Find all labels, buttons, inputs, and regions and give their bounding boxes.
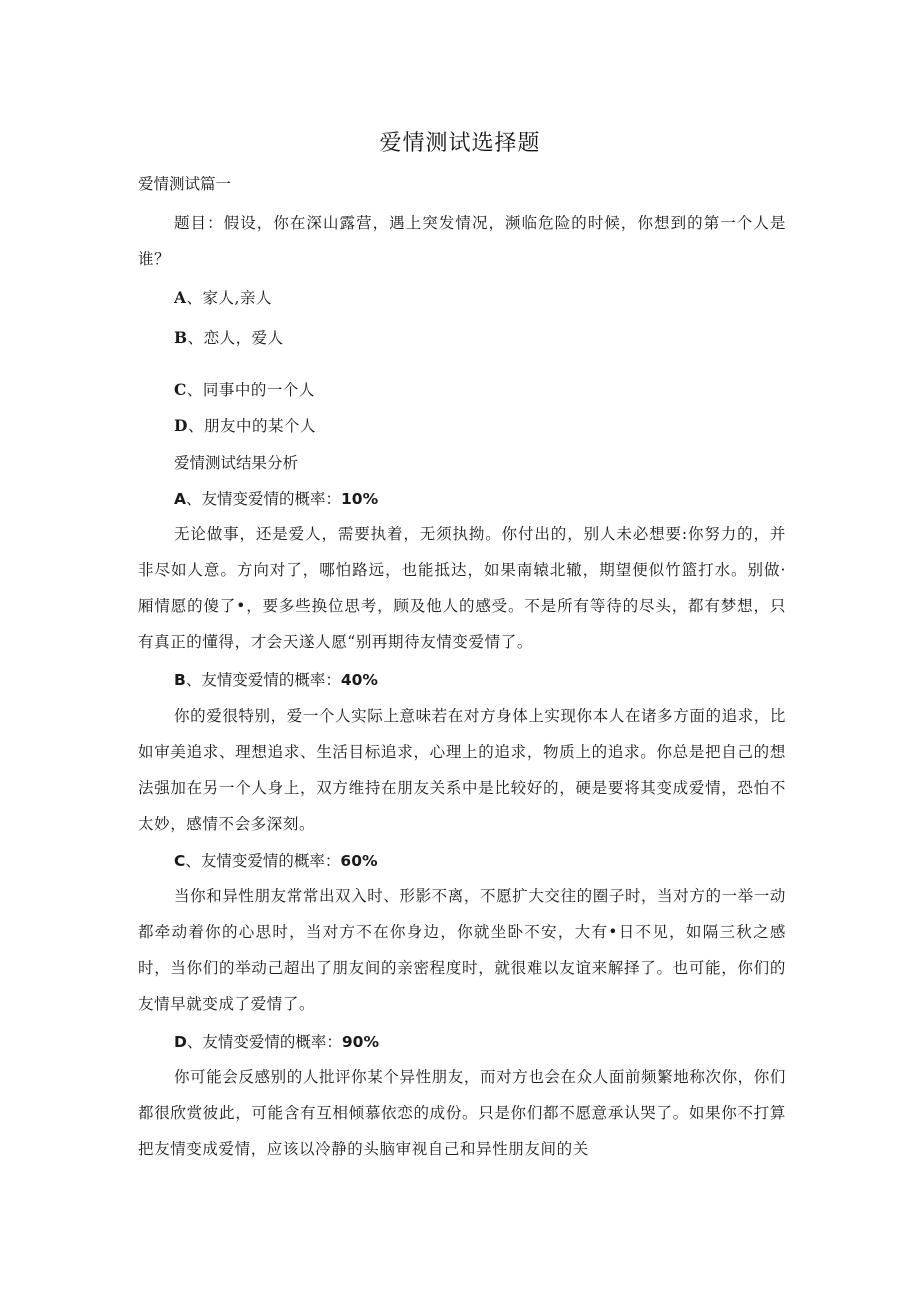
result-text-c: 当你和异性朋友常常出双入时、形影不离，不愿扩大交往的圈子时，当对方的一举一动都牵动着你的心思时，当对方不在你身边，你就坐卧不安，大有•日不见，如隔三秋之感时，当你们的举动己超出了朋友间的亲密程度时，就很难以友谊来解择了。也可能，你们的友情早就变成了爱情了。	[138, 887, 786, 1013]
result-label: 、友情变爱情的概率：	[186, 490, 342, 508]
question-text: 题目：假设，你在深山露营，遇上突发情况，濒临危险的时候，你想到的第一个人是谁？	[138, 214, 786, 268]
result-letter: A	[174, 490, 186, 508]
option-b	[174, 326, 284, 350]
result-heading-c	[174, 849, 378, 873]
result-letter: D	[174, 1033, 187, 1051]
option-text: 、家人,亲人	[186, 289, 272, 307]
result-label: 、友情变爱情的概率：	[186, 1033, 342, 1051]
result-text-d: 你可能会反感别的人批评你某个异性朋友，而对方也会在众人面前频繁地称次你，你们都很欣赏彼此，可能含有互相倾慕依恋的成份。只是你们都不愿意承认哭了。如果你不打算把友情变成爱情，应该以冷静的头脑审视自己和异性朋友间的关	[138, 1068, 786, 1158]
document-title: 爱情测试选择题	[379, 131, 541, 156]
result-heading-a	[174, 487, 378, 511]
option-text: 、恋人，爱人	[187, 329, 284, 347]
option-d	[174, 414, 316, 438]
result-heading-d	[174, 1030, 379, 1054]
result-text-b: 你的爱很特别，爱一个人实际上意味若在对方身体上实现你本人在诸多方面的追求，比如审美追求、理想追求、生活目标追求，心理上的追求，物质上的追求。你总是把自己的想法强加在另一个人身上，双方维持在朋友关系中是比较好的，硬是要将其变成爱情，恐怕不太妙，感情不会多深刻。	[138, 707, 786, 833]
option-letter: C	[174, 380, 187, 399]
section-label: 爱情测试篇一	[138, 175, 232, 193]
option-a	[174, 286, 272, 310]
option-c	[174, 378, 315, 402]
result-label: 、友情变爱情的概率：	[185, 671, 341, 689]
result-percent: 90%	[341, 1033, 379, 1051]
result-text-a: 无论做事，还是爱人，需要执着，无须执拗。你付出的，别人未必想要:你努力的，并非尽如人意。方向对了，哪怕路远，也能抵达，如果南辕北辙，期望便似竹篮打水。别做·厢情愿的傻了•，要多些换位思考，顾及他人的感受。不是所有等待的尽头，都有梦想，只有真正的懂得，才会天遂人愿“别再期待友情变爱情了。	[138, 525, 786, 651]
option-letter: A	[174, 288, 187, 307]
option-letter: D	[174, 416, 188, 435]
result-letter: B	[174, 671, 186, 689]
result-heading-b	[174, 668, 378, 692]
result-percent: 60%	[340, 852, 378, 870]
result-letter: C	[174, 852, 186, 870]
result-percent: 10%	[341, 490, 379, 508]
option-text: 、朋友中的某个人	[187, 417, 316, 435]
analysis-heading: 爱情测试结果分析	[174, 454, 299, 472]
option-text: 、同事中的一个人	[186, 381, 315, 399]
result-percent: 40%	[340, 671, 378, 689]
result-label: 、友情变爱情的概率：	[185, 852, 341, 870]
option-letter: B	[174, 328, 188, 347]
